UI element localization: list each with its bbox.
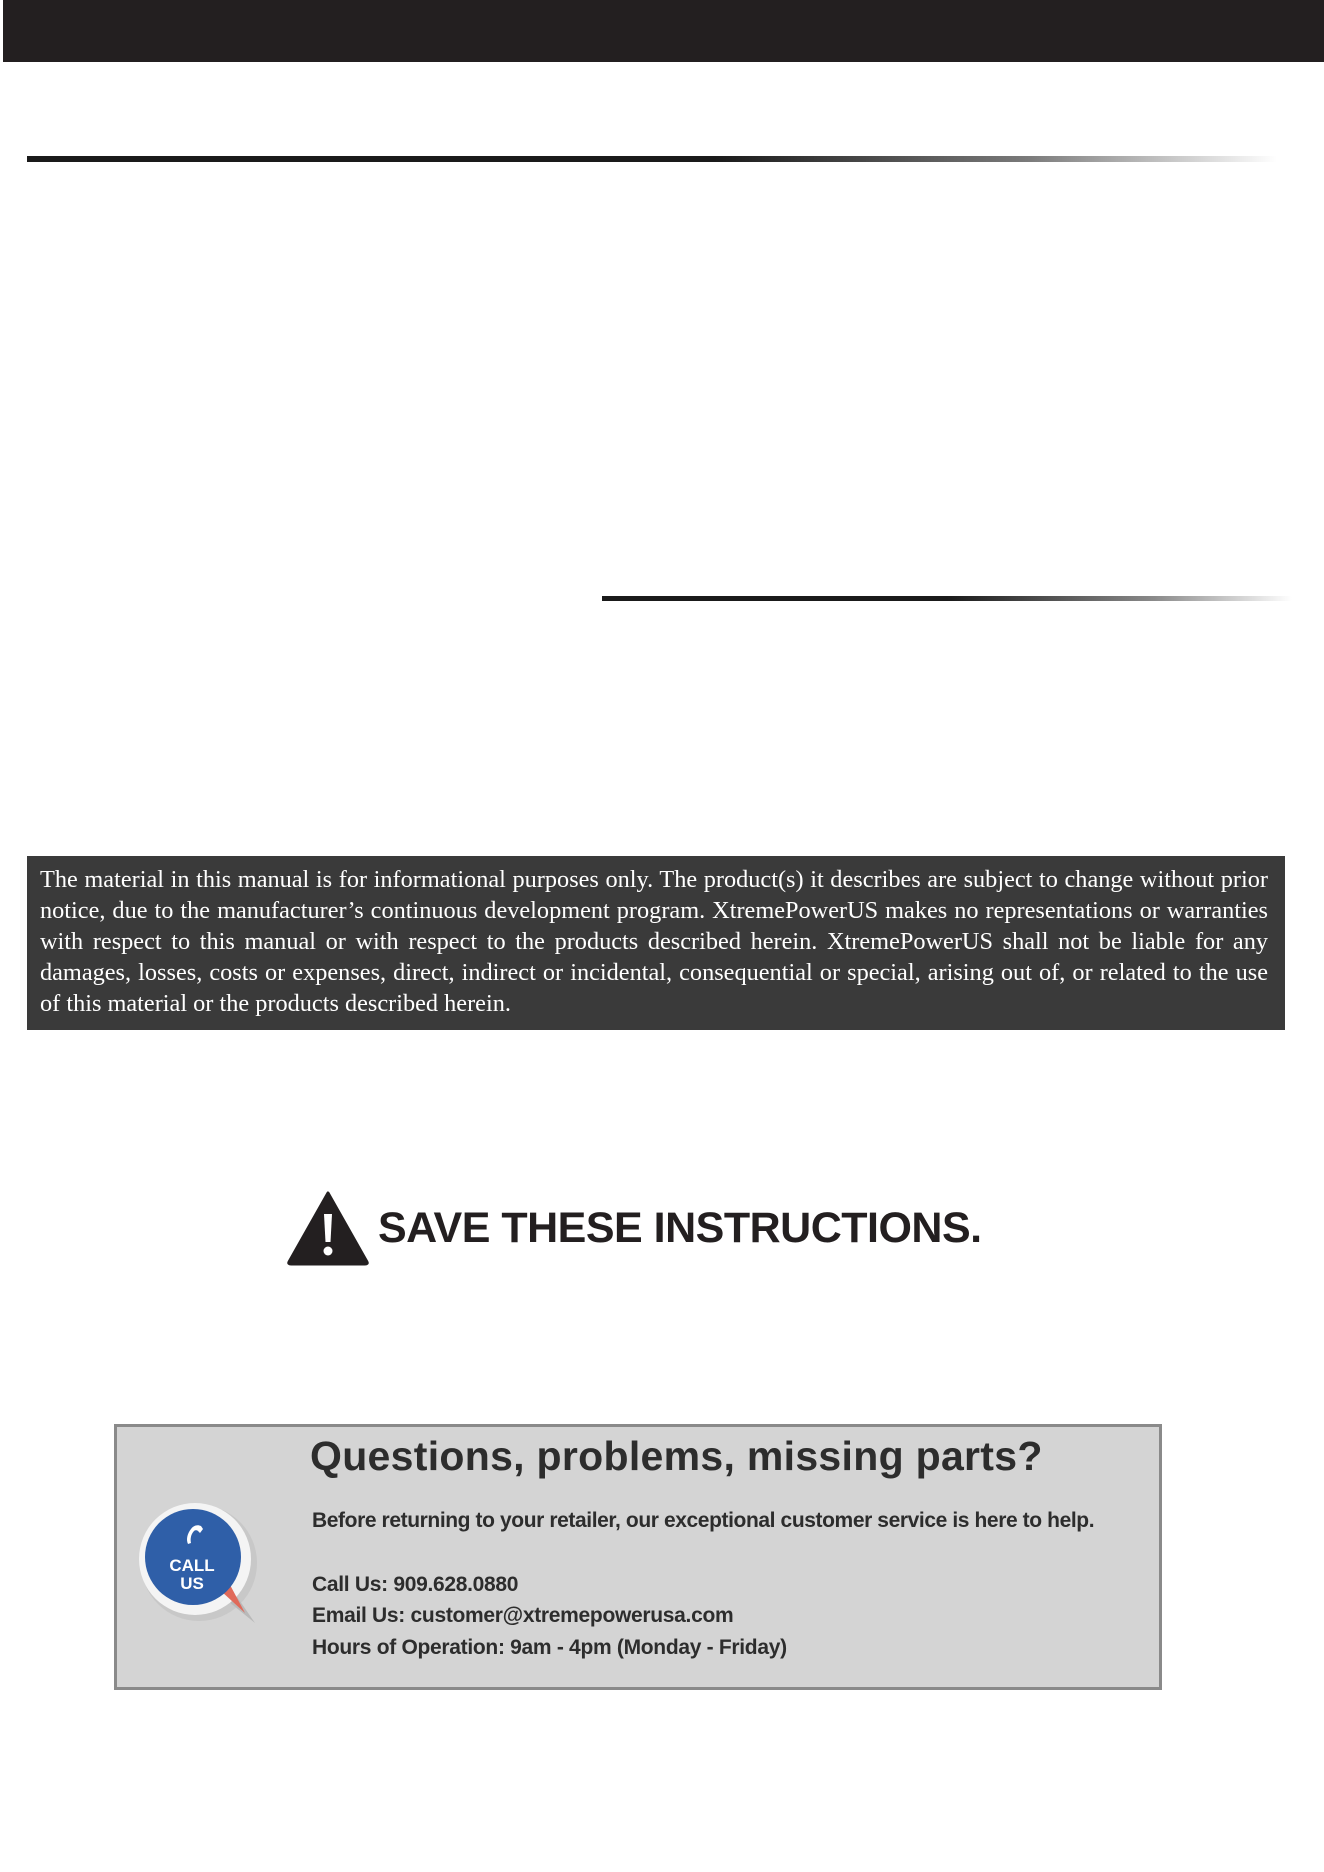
divider-middle	[602, 596, 1292, 601]
phone-number: Call Us: 909.628.0880	[312, 1573, 519, 1596]
disclaimer-text: The material in this manual is for informational purposes only. The product(s) it describes are subject to change without prior notice, due to the manufacturer’s continuous development program. XtremePowerUS makes no representations or warranties with respect to this manual or with respect to the products described herein. XtremePowerUS shall not be liable for any damages, losses, costs or expenses, direct, indirect or incidental, consequential or special, arising out of, or related to the use of this material or the products described herein.	[40, 866, 1268, 1017]
save-instructions-text: SAVE THESE INSTRUCTIONS.	[378, 1203, 982, 1252]
disclaimer-box	[27, 856, 1285, 1030]
warning-icon	[286, 1190, 370, 1266]
email-address: Email Us: customer@xtremepowerusa.com	[312, 1604, 734, 1627]
call-us-label-line1: CALL	[169, 1556, 215, 1575]
hours-of-operation: Hours of Operation: 9am - 4pm (Monday - Friday)	[312, 1636, 787, 1659]
header-bar	[3, 0, 1324, 62]
call-us-label-line2: US	[180, 1574, 204, 1593]
save-instructions-notice	[286, 1188, 982, 1268]
divider-top	[27, 156, 1277, 162]
customer-help-box	[114, 1424, 1162, 1690]
help-subtitle: Before returning to your retailer, our exceptional customer service is here to help.	[312, 1509, 1095, 1532]
help-title: Questions, problems, missing parts?	[310, 1433, 1043, 1479]
